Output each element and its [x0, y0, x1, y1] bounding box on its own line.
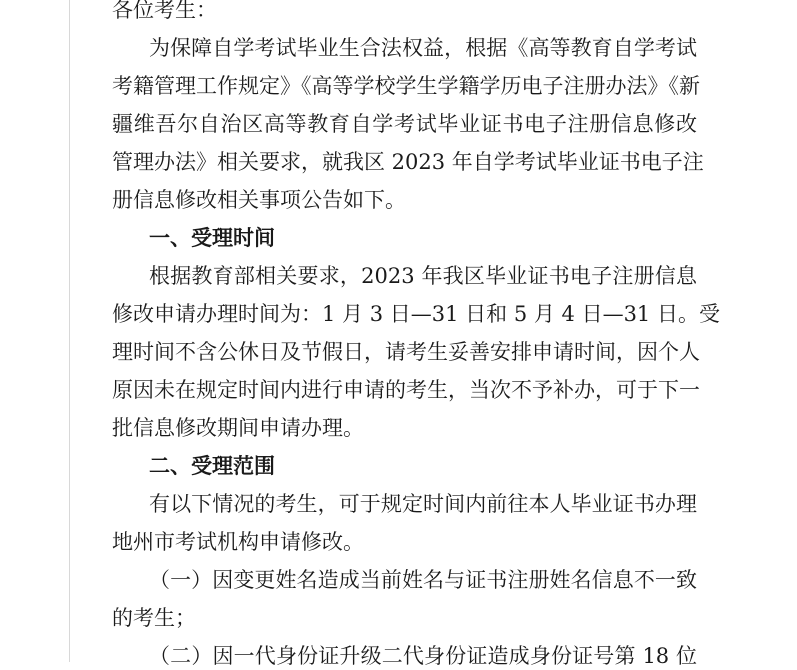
section-2-item-1-line-2: 的考生； [112, 606, 196, 630]
section-2-line-2: 地州市考试机构申请修改。 [112, 530, 364, 554]
section-1-heading: 一、受理时间 [149, 225, 275, 250]
intro-line-2: 考籍管理工作规定》《高等学校学生学籍学历电子注册办法》《新 [112, 74, 700, 98]
section-1-line-5: 批信息修改期间申请办理。 [112, 416, 364, 440]
intro-line-3: 疆维吾尔自治区高等教育自学考试毕业证书电子注册信息修改 [112, 112, 697, 136]
section-1-line-3: 理时间不含公休日及节假日，请考生妥善安排申请时间，因个人 [112, 340, 700, 364]
section-2-item-2-line-1: （二）因一代身份证升级二代身份证造成身份证号第 18 位 [149, 644, 697, 668]
intro-line-5: 册信息修改相关事项公告如下。 [112, 188, 406, 212]
salutation: 各位考生： [112, 0, 217, 22]
section-1-line-1: 根据教育部相关要求，2023 年我区毕业证书电子注册信息 [149, 264, 697, 288]
intro-line-4: 管理办法》相关要求，就我区 2023 年自学考试毕业证书电子注 [112, 150, 704, 174]
section-2-heading: 二、受理范围 [149, 453, 275, 478]
section-2-item-1-line-1: （一）因变更姓名造成当前姓名与证书注册姓名信息不一致 [149, 568, 697, 592]
section-2-line-1: 有以下情况的考生，可于规定时间内前往本人毕业证书办理 [149, 492, 697, 516]
section-1-line-4: 原因未在规定时间内进行申请的考生，当次不予补办，可于下一 [112, 378, 700, 402]
section-1-line-2: 修改申请办理时间为：1 月 3 日—31 日和 5 月 4 日—31 日。受 [112, 302, 720, 326]
page-left-edge [69, 0, 70, 662]
intro-line-1: 为保障自学考试毕业生合法权益，根据《高等教育自学考试 [149, 36, 697, 60]
